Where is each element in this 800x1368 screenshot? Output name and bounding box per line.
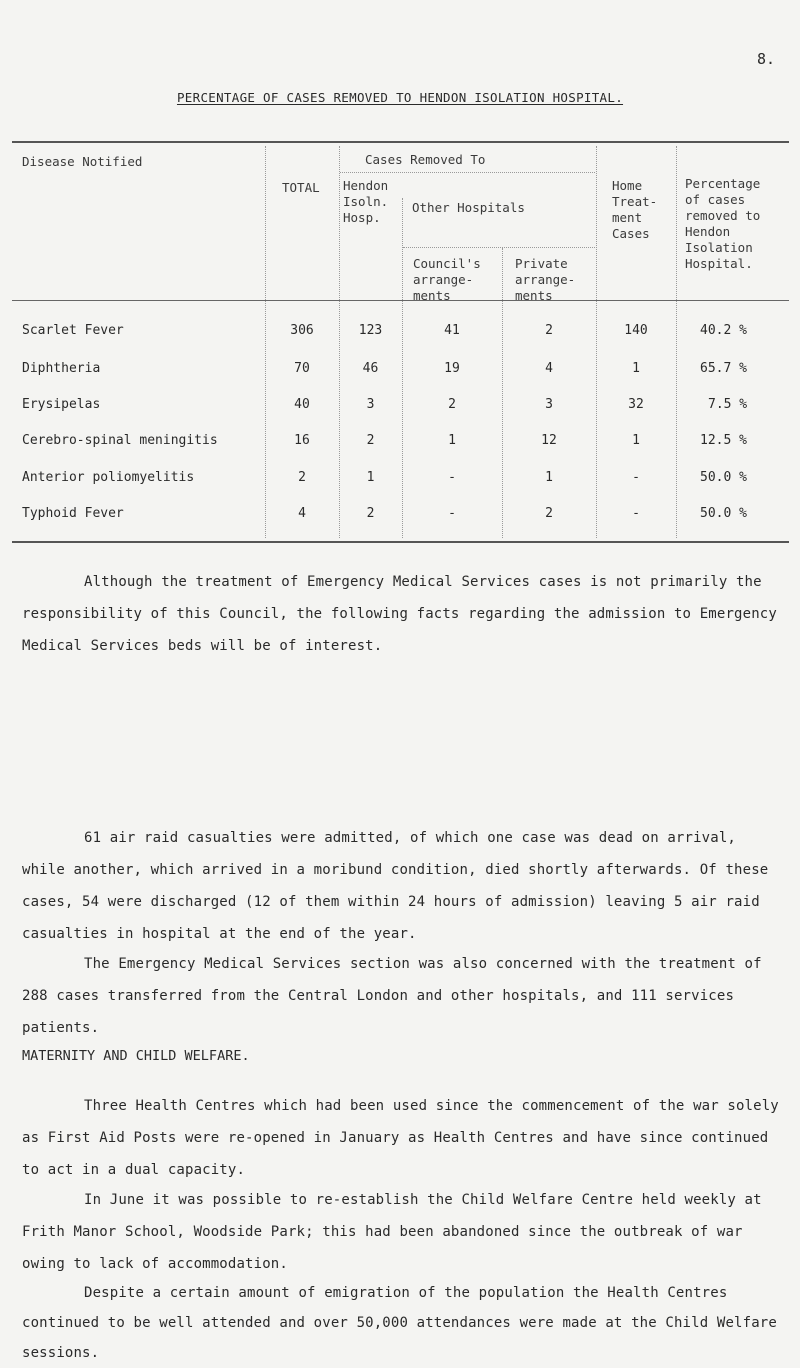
row-hendon: 123 [358, 323, 383, 338]
page-number: 8. [757, 50, 776, 68]
col-divider [502, 248, 503, 538]
header-home-treatment: Home Treat- ment Cases [612, 178, 658, 241]
row-hendon: 2 [366, 506, 375, 521]
section-heading-maternity: MATERNITY AND CHILD WELFARE. [22, 1048, 250, 1064]
row-percentage: 50.0 % [700, 470, 747, 485]
header-councils: Council's arrange- ments [413, 256, 481, 303]
row-councils: - [448, 470, 456, 485]
row-councils: - [448, 506, 456, 521]
row-total: 70 [294, 361, 310, 376]
row-disease: Diphtheria [22, 361, 101, 376]
paragraph-air-raid-casualties: 61 air raid casualties were admitted, of which one case was dead on arrival, while another, which arrived in a moribund condition, died shortly afterwards. Of these cases, 54 were discharged (12 of them within 24 hours of admission) leaving 5 air raid casualties in hospital at the end of the year. [22, 830, 769, 942]
row-hendon: 3 [366, 397, 375, 412]
paragraph-child-welfare-centre: In June it was possible to re-establish the Child Welfare Centre held weekly at Frith Manor School, Woodside Park; this had been abandoned since the outbreak of war owing to lack of accommodation. [22, 1192, 762, 1272]
row-percentage: 40.2 % [700, 323, 747, 338]
row-private: 4 [545, 361, 553, 376]
row-councils: 19 [444, 361, 460, 376]
row-disease: Cerebro-spinal meningitis [22, 433, 218, 448]
row-hendon: 46 [362, 361, 379, 376]
header-cases-removed-to: Cases Removed To [365, 152, 486, 167]
row-home: - [632, 470, 640, 485]
header-private: Private arrange- ments [515, 256, 576, 303]
row-home: 1 [632, 361, 640, 376]
row-percentage: 65.7 % [700, 361, 747, 376]
col-divider [676, 146, 677, 538]
table-header-rule [12, 300, 789, 301]
row-home: 140 [624, 323, 648, 338]
row-private: 3 [545, 397, 553, 412]
row-hendon: 2 [366, 433, 375, 448]
row-total: 4 [298, 506, 306, 521]
header-disease: Disease Notified [22, 154, 143, 169]
paragraph-health-centres: Three Health Centres which had been used since the commencement of the war solely as First Aid Posts were re-opened in January as Health Centres and have since continued to act in a dual capacity. [22, 1098, 779, 1178]
row-total: 2 [298, 470, 306, 485]
row-total: 16 [294, 433, 310, 448]
row-home: - [632, 506, 640, 521]
header-divider [403, 247, 595, 248]
row-home: 32 [628, 397, 644, 412]
row-percentage: 12.5 % [700, 433, 747, 448]
row-percentage: 7.5 % [708, 397, 748, 412]
header-hendon: Hendon Isoln. Hosp. [343, 178, 389, 225]
row-hendon: 1 [366, 470, 375, 485]
row-councils: 2 [448, 397, 456, 412]
row-private: 12 [541, 433, 557, 448]
header-total: TOTAL [282, 180, 320, 195]
row-total: 306 [290, 323, 314, 338]
row-percentage: 50.0 % [700, 506, 747, 521]
row-disease: Typhoid Fever [22, 506, 124, 521]
row-private: 2 [545, 506, 553, 521]
header-other-hospitals: Other Hospitals [412, 200, 525, 215]
header-divider [340, 172, 595, 173]
row-home: 1 [632, 433, 640, 448]
paragraph-ems-intro: Although the treatment of Emergency Medical Services cases is not primarily the responsibility of this Council, the following facts regarding the admission to Emergency Medical Services beds will be of interest. [22, 574, 777, 654]
table-bottom-rule [12, 541, 789, 543]
row-private: 2 [545, 323, 553, 338]
row-disease: Anterior poliomyelitis [22, 470, 195, 485]
row-councils: 41 [444, 323, 460, 338]
paragraph-attendances: Despite a certain amount of emigration of the population the Health Centres continued to be well attended and over 50,000 attendances were made at the Child Welfare sessions. [22, 1285, 777, 1361]
page-title: PERCENTAGE OF CASES REMOVED TO HENDON ISOLATION HOSPITAL. [176, 90, 624, 105]
row-private: 1 [545, 470, 553, 485]
row-disease: Erysipelas [22, 397, 101, 412]
row-disease: Scarlet Fever [22, 323, 124, 338]
row-councils: 1 [448, 433, 456, 448]
row-total: 40 [294, 397, 310, 412]
paragraph-transferred-cases: The Emergency Medical Services section was also concerned with the treatment of 288 cases transferred from the Central London and other hospitals, and 111 services patients. [22, 956, 762, 1036]
header-percentage: Percentage of cases removed to Hendon Isolation Hospital. [685, 176, 761, 271]
table-top-rule [12, 141, 789, 143]
